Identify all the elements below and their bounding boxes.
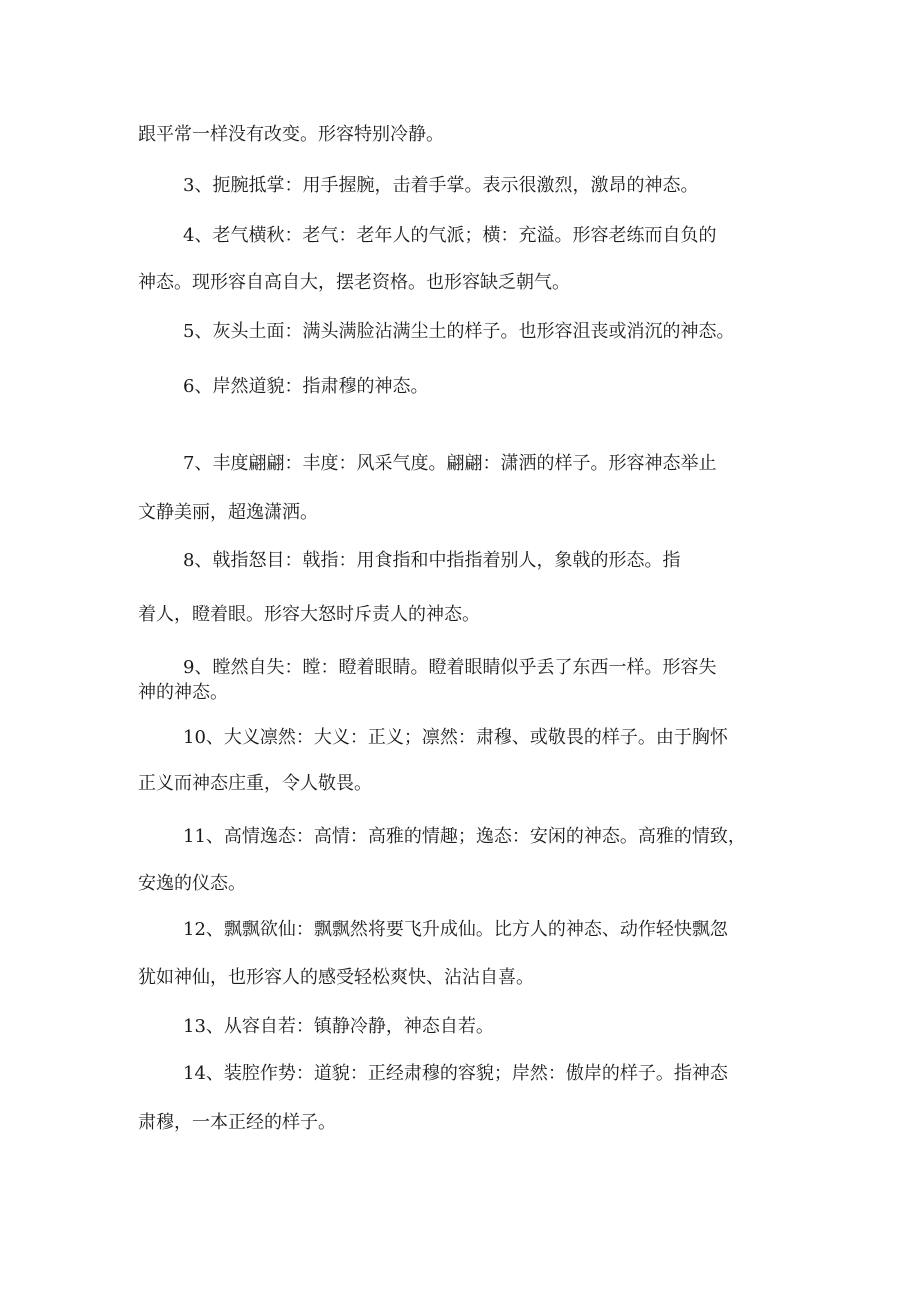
text-line: 8、戟指怒目：戟指：用食指和中指指着别人，象戟的形态。指: [183, 550, 681, 571]
text-line: 10、大义凛然：大义：正义；凛然：肃穆、或敬畏的样子。由于胸怀: [183, 727, 728, 748]
text-line: 神的神态。: [138, 682, 228, 703]
text-line: 4、老气横秋：老气：老年人的气派；横：充溢。形容老练而自负的: [183, 225, 717, 246]
text-line: 11、高情逸态：高情：高雅的情趣；逸态：安闲的神态。高雅的情致，: [183, 826, 746, 847]
text-line: 14、装腔作势：道貌：正经肃穆的容貌；岸然：傲岸的样子。指神态: [183, 1063, 728, 1084]
text-line: 犹如神仙，也形容人的感受轻松爽快、沾沾自喜。: [138, 967, 534, 988]
text-line: 9、瞠然自失：瞠：瞪着眼睛。瞪着眼睛似乎丢了东西一样。形容失: [183, 657, 717, 678]
text-line: 13、从容自若：镇静冷静，神态自若。: [183, 1016, 494, 1037]
text-line: 正义而神态庄重，令人敬畏。: [138, 773, 372, 794]
text-line: 文静美丽，超逸潇洒。: [138, 502, 318, 523]
text-line: 安逸的仪态。: [138, 873, 246, 894]
text-line: 7、丰度翩翩：丰度：风采气度。翩翩：潇洒的样子。形容神态举止: [183, 453, 717, 474]
text-line: 6、岸然道貌：指肃穆的神态。: [183, 376, 429, 397]
text-line: 跟平常一样没有改变。形容特别冷静。: [138, 124, 444, 145]
text-line: 肃穆，一本正经的样子。: [138, 1112, 336, 1133]
text-line: 着人，瞪着眼。形容大怒时斥责人的神态。: [138, 604, 480, 625]
text-line: 3、扼腕抵掌：用手握腕，击着手掌。表示很激烈，激昂的神态。: [183, 175, 699, 196]
text-line: 5、灰头土面：满头满脸沾满尘土的样子。也形容沮丧或消沉的神态。: [183, 321, 735, 342]
text-line: 12、飘飘欲仙：飘飘然将要飞升成仙。比方人的神态、动作轻快飘忽: [183, 919, 728, 940]
text-line: 神态。现形容自高自大，摆老资格。也形容缺乏朝气。: [138, 272, 570, 293]
